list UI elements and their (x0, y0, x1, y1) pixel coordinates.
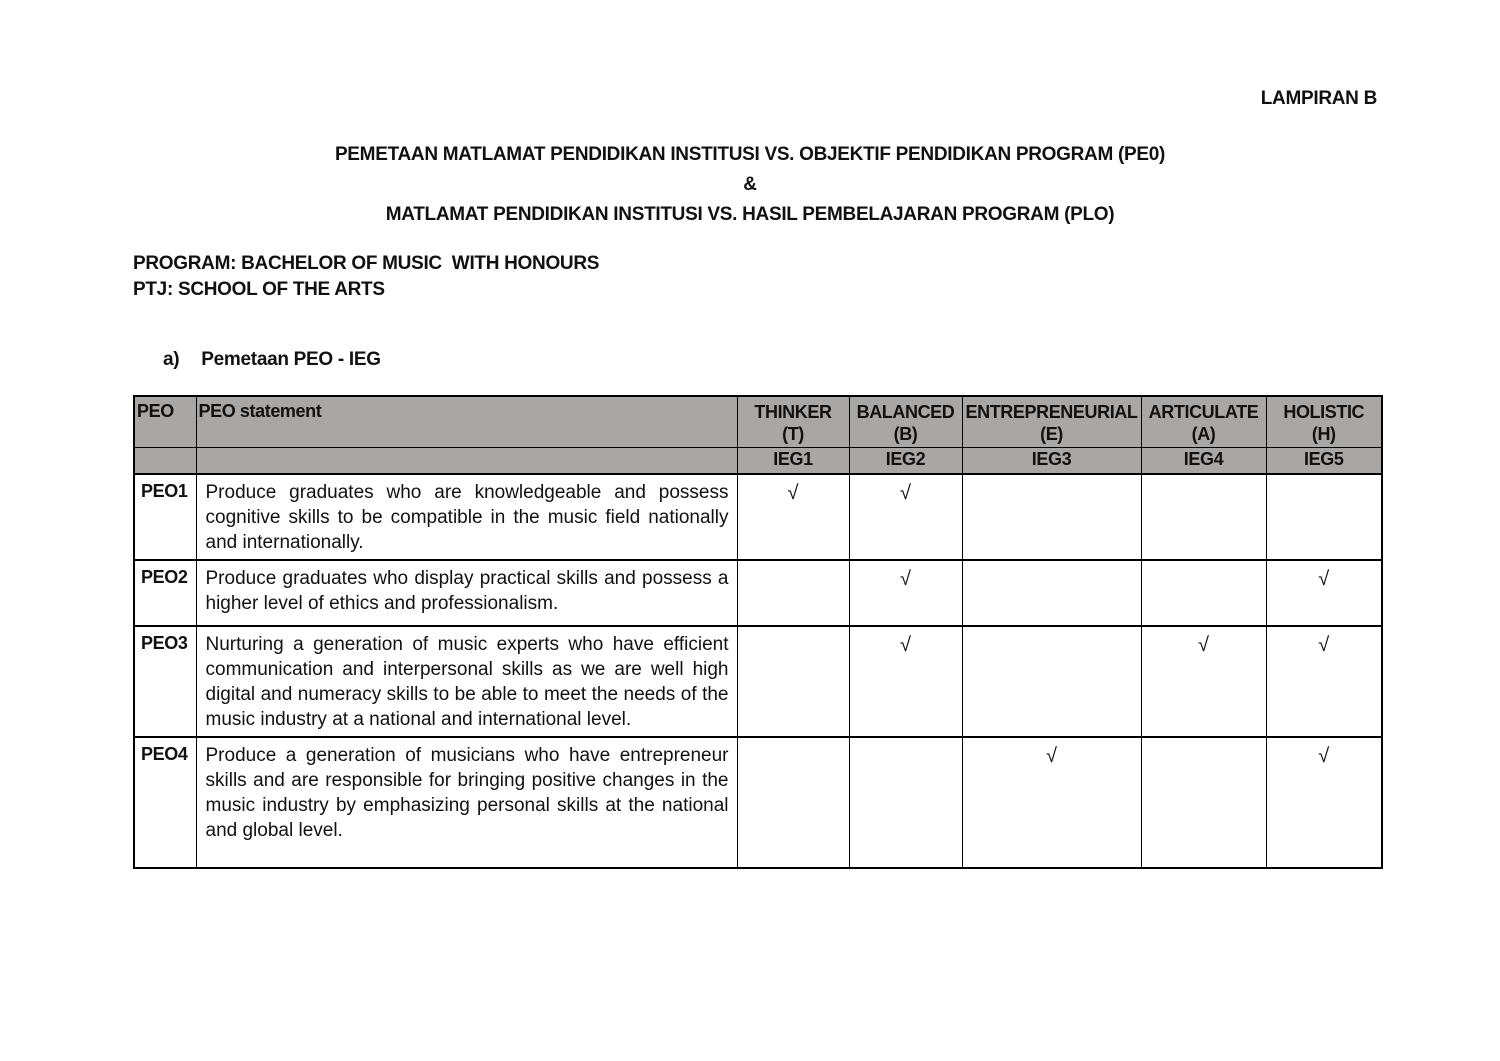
col-header-holistic (1266, 396, 1382, 448)
check-cell-ieg2: √ (849, 560, 962, 626)
trait-name: BALANCED (856, 402, 955, 422)
check-cell-ieg5: √ (1266, 626, 1382, 737)
check-cell-ieg2: √ (849, 626, 962, 737)
ieg-header-ieg3: IEG3 (962, 448, 1141, 474)
col-header-peo-statement: PEO statement (196, 396, 737, 448)
trait-code: (E) (1040, 424, 1063, 444)
ieg-header-ieg1: IEG1 (737, 448, 849, 474)
check-cell-ieg1 (737, 737, 849, 868)
check-cell-ieg4 (1141, 560, 1266, 626)
col-header-balanced (849, 396, 962, 448)
peo-id-cell: PEO1 (134, 474, 196, 560)
lampiran-label: LAMPIRAN B (1260, 88, 1377, 109)
section-title: Pemetaan PEO - IEG (201, 349, 381, 370)
check-cell-ieg4 (1141, 474, 1266, 560)
table-row-peo2 (134, 560, 1382, 626)
section-label: a) (163, 349, 180, 370)
check-cell-ieg3: √ (962, 737, 1141, 868)
peo-statement-cell: Produce graduates who are knowledgeable and possess cognitive skills to be compatible in the music field nationally and internationally. (196, 474, 737, 560)
peo-ieg-mapping-table (133, 395, 1383, 869)
title-ampersand: & (743, 174, 757, 195)
ieg-header-empty-statement (196, 448, 737, 474)
trait-name: ARTICULATE (1148, 402, 1259, 422)
peo-id-cell: PEO2 (134, 560, 196, 626)
peo-statement-cell: Nurturing a generation of music experts who have efficient communication and interpersonal skills as we are well high digital and numeracy skills to be able to meet the needs of the music industry at a national and international level. (196, 626, 737, 737)
peo-id-cell: PEO4 (134, 737, 196, 868)
program-line: PROGRAM: BACHELOR OF MUSIC WITH HONOURS (133, 253, 600, 274)
trait-name: HOLISTIC (1283, 402, 1365, 422)
check-cell-ieg1 (737, 560, 849, 626)
col-header-thinker (737, 396, 849, 448)
ieg-header-ieg5: IEG5 (1266, 448, 1382, 474)
trait-code: (A) (1191, 424, 1216, 444)
trait-code: (T) (782, 424, 804, 444)
check-cell-ieg2: √ (849, 474, 962, 560)
check-cell-ieg5: √ (1266, 737, 1382, 868)
title-line-2: MATLAMAT PENDIDIKAN INSTITUSI VS. HASIL PEMBELAJARAN PROGRAM (PLO) (385, 204, 1115, 225)
check-cell-ieg1: √ (737, 474, 849, 560)
check-cell-ieg4: √ (1141, 626, 1266, 737)
table-header-row (134, 396, 1382, 448)
ieg-subheader-row (134, 448, 1382, 474)
table-row-peo1 (134, 474, 1382, 560)
ieg-header-ieg2: IEG2 (849, 448, 962, 474)
ieg-header-empty-peo (134, 448, 196, 474)
section-heading (163, 349, 381, 371)
ieg-header-ieg4: IEG4 (1141, 448, 1266, 474)
check-cell-ieg3 (962, 474, 1141, 560)
ptj-line: PTJ: SCHOOL OF THE ARTS (133, 279, 385, 300)
peo-statement-cell: Produce a generation of musicians who have entrepreneur skills and are responsible for bringing positive changes in the music industry by emphasizing personal skills at the national and global level. (196, 737, 737, 868)
peo-id-cell: PEO3 (134, 626, 196, 737)
table-row-peo4 (134, 737, 1382, 868)
table-row-peo3 (134, 626, 1382, 737)
document-title (0, 140, 1500, 230)
col-header-peo: PEO (134, 396, 196, 448)
peo-statement-cell: Produce graduates who display practical skills and possess a higher level of ethics and professionalism. (196, 560, 737, 626)
check-cell-ieg1 (737, 626, 849, 737)
trait-code: (H) (1311, 424, 1336, 444)
trait-code: (B) (893, 424, 918, 444)
check-cell-ieg5: √ (1266, 560, 1382, 626)
check-cell-ieg3 (962, 560, 1141, 626)
trait-name: ENTREPRENEURIAL (965, 402, 1138, 422)
trait-name: THINKER (754, 402, 832, 422)
col-header-articulate (1141, 396, 1266, 448)
check-cell-ieg3 (962, 626, 1141, 737)
check-cell-ieg2 (849, 737, 962, 868)
title-line-1: PEMETAAN MATLAMAT PENDIDIKAN INSTITUSI VS. OBJEKTIF PENDIDIKAN PROGRAM (PE0) (334, 144, 1166, 165)
check-cell-ieg4 (1141, 737, 1266, 868)
col-header-entrepreneurial (962, 396, 1141, 448)
check-cell-ieg5 (1266, 474, 1382, 560)
